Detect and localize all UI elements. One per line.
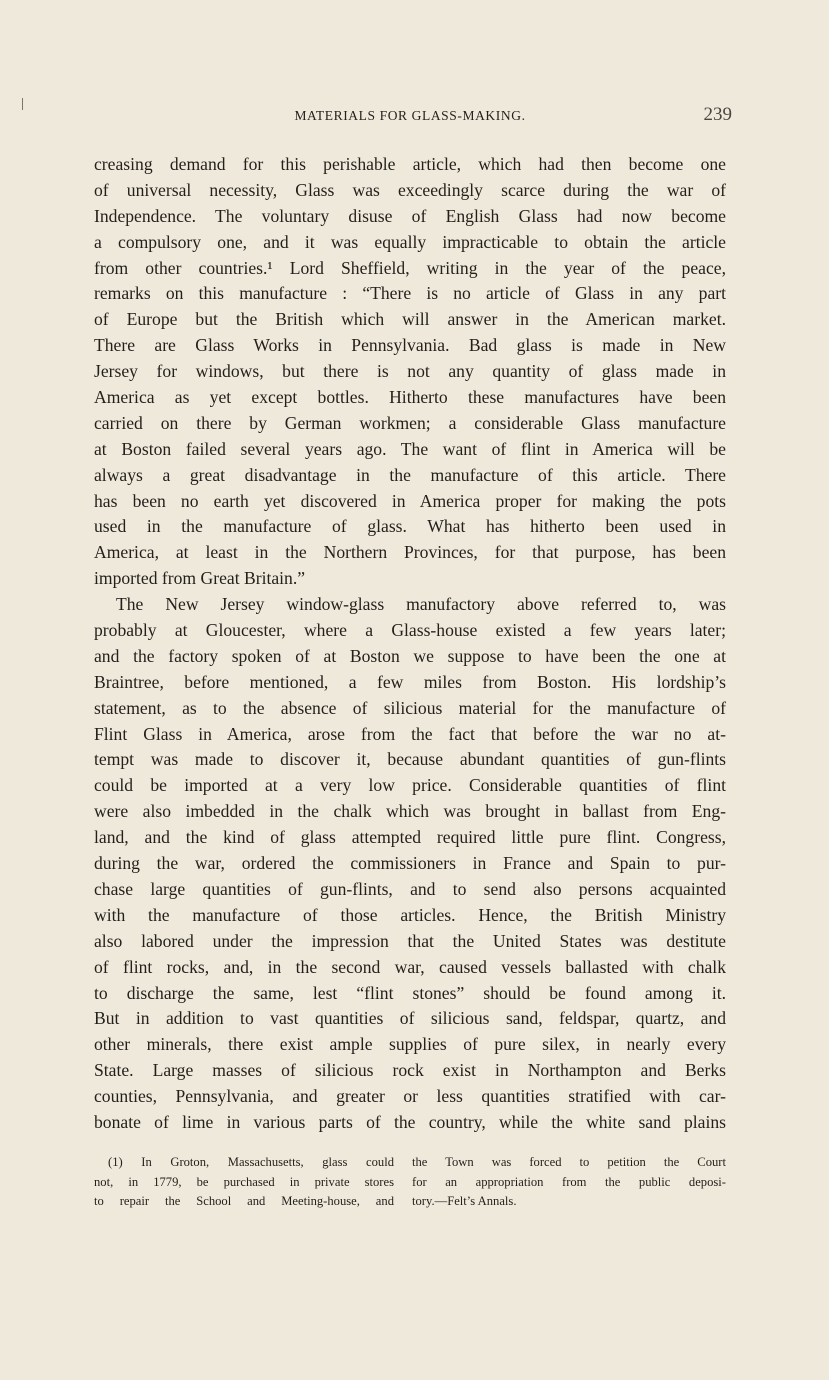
page-header [94, 104, 732, 130]
text-line: of universal necessity, Glass was exceedingly scarce during the war of [94, 179, 726, 200]
margin-mark [22, 98, 23, 110]
text-line: from other countries.¹ Lord Sheffield, writing in the year of the peace, [94, 257, 726, 278]
text-line: also labored under the impression that the United States was destitute [94, 930, 726, 951]
footnote-line: (1) In Groton, Massachusetts, glass could [108, 1155, 394, 1169]
text-line: carried on there by German workmen; a considerable Glass manufacture [94, 412, 726, 433]
text-line: imported from Great Britain.” [94, 568, 306, 589]
footnote-line: for an appropriation from the public deposi- [412, 1174, 726, 1189]
body-text [94, 152, 726, 1136]
text-line: has been no earth yet discovered in America proper for making the pots [94, 490, 726, 511]
text-line: chase large quantities of gun-flints, and to send also persons acquainted [94, 878, 726, 899]
text-line: Flint Glass in America, arose from the fact that before the war no at- [94, 723, 726, 744]
text-line: America as yet except bottles. Hitherto these manufactures have been [94, 387, 726, 408]
text-line: But in addition to vast quantities of silicious sand, feldspar, quartz, and [94, 1008, 726, 1029]
page-number: 239 [703, 104, 732, 125]
text-line: Braintree, before mentioned, a few miles from Boston. His lordship’s [94, 671, 726, 692]
text-line: Independence. The voluntary disuse of English Glass had now become [94, 205, 726, 226]
text-line: to discharge the same, lest “flint stones” should be found among it. [94, 982, 726, 1003]
running-title: MATERIALS FOR GLASS-MAKING. [294, 108, 526, 123]
footnote-column-left [94, 1153, 394, 1212]
footnote-line: tory.—Felt’s Annals. [412, 1194, 517, 1209]
text-line: of Europe but the British which will answer in the American market. [94, 309, 726, 330]
text-line: were also imbedded in the chalk which was brought in ballast from Eng- [94, 801, 726, 822]
text-line: statement, as to the absence of silicious material for the manufacture of [94, 697, 726, 718]
text-line: creasing demand for this perishable article, which had then become one [94, 154, 726, 174]
footnote-column-right [412, 1153, 726, 1212]
text-line: at Boston failed several years ago. The want of flint in America will be [94, 438, 726, 459]
text-line: probably at Gloucester, where a Glass-house existed a few years later; [94, 620, 726, 641]
text-line: State. Large masses of silicious rock exist in Northampton and Berks [94, 1060, 726, 1081]
footnote-line: to repair the School and Meeting-house, and [94, 1194, 394, 1209]
text-line: used in the manufacture of glass. What has hitherto been used in [94, 516, 726, 537]
text-line: tempt was made to discover it, because abundant quantities of gun-flints [94, 749, 726, 770]
footnote-line: the Town was forced to petition the Court [412, 1155, 726, 1169]
text-line: remarks on this manufacture : “There is no article of Glass in any part [94, 283, 726, 304]
text-line: The New Jersey window-glass manufactory above referred to, was [116, 594, 726, 615]
text-line: during the war, ordered the commissioners in France and Spain to pur- [94, 853, 726, 874]
text-line: America, at least in the Northern Provinces, for that purpose, has been [94, 542, 726, 563]
footnote-line: not, in 1779, be purchased in private stores [94, 1174, 394, 1189]
text-line: land, and the kind of glass attempted required little pure flint. Congress, [94, 827, 726, 848]
text-line: There are Glass Works in Pennsylvania. Bad glass is made in New [94, 335, 726, 356]
text-line: always a great disadvantage in the manufacture of this article. There [94, 464, 726, 485]
text-line: counties, Pennsylvania, and greater or less quantities stratified with car- [94, 1086, 726, 1107]
text-line: of flint rocks, and, in the second war, caused vessels ballasted with chalk [94, 956, 726, 977]
text-line: and the factory spoken of at Boston we suppose to have been the one at [94, 645, 726, 666]
text-line: with the manufacture of those articles. Hence, the British Ministry [94, 904, 726, 925]
text-line: a compulsory one, and it was equally impracticable to obtain the article [94, 231, 726, 252]
text-line: Jersey for windows, but there is not any quantity of glass made in [94, 361, 726, 382]
text-line: could be imported at a very low price. Considerable quantities of flint [94, 775, 726, 796]
text-line: bonate of lime in various parts of the country, while the white sand plains [94, 1111, 726, 1132]
text-line: other minerals, there exist ample supplies of pure silex, in nearly every [94, 1034, 726, 1055]
